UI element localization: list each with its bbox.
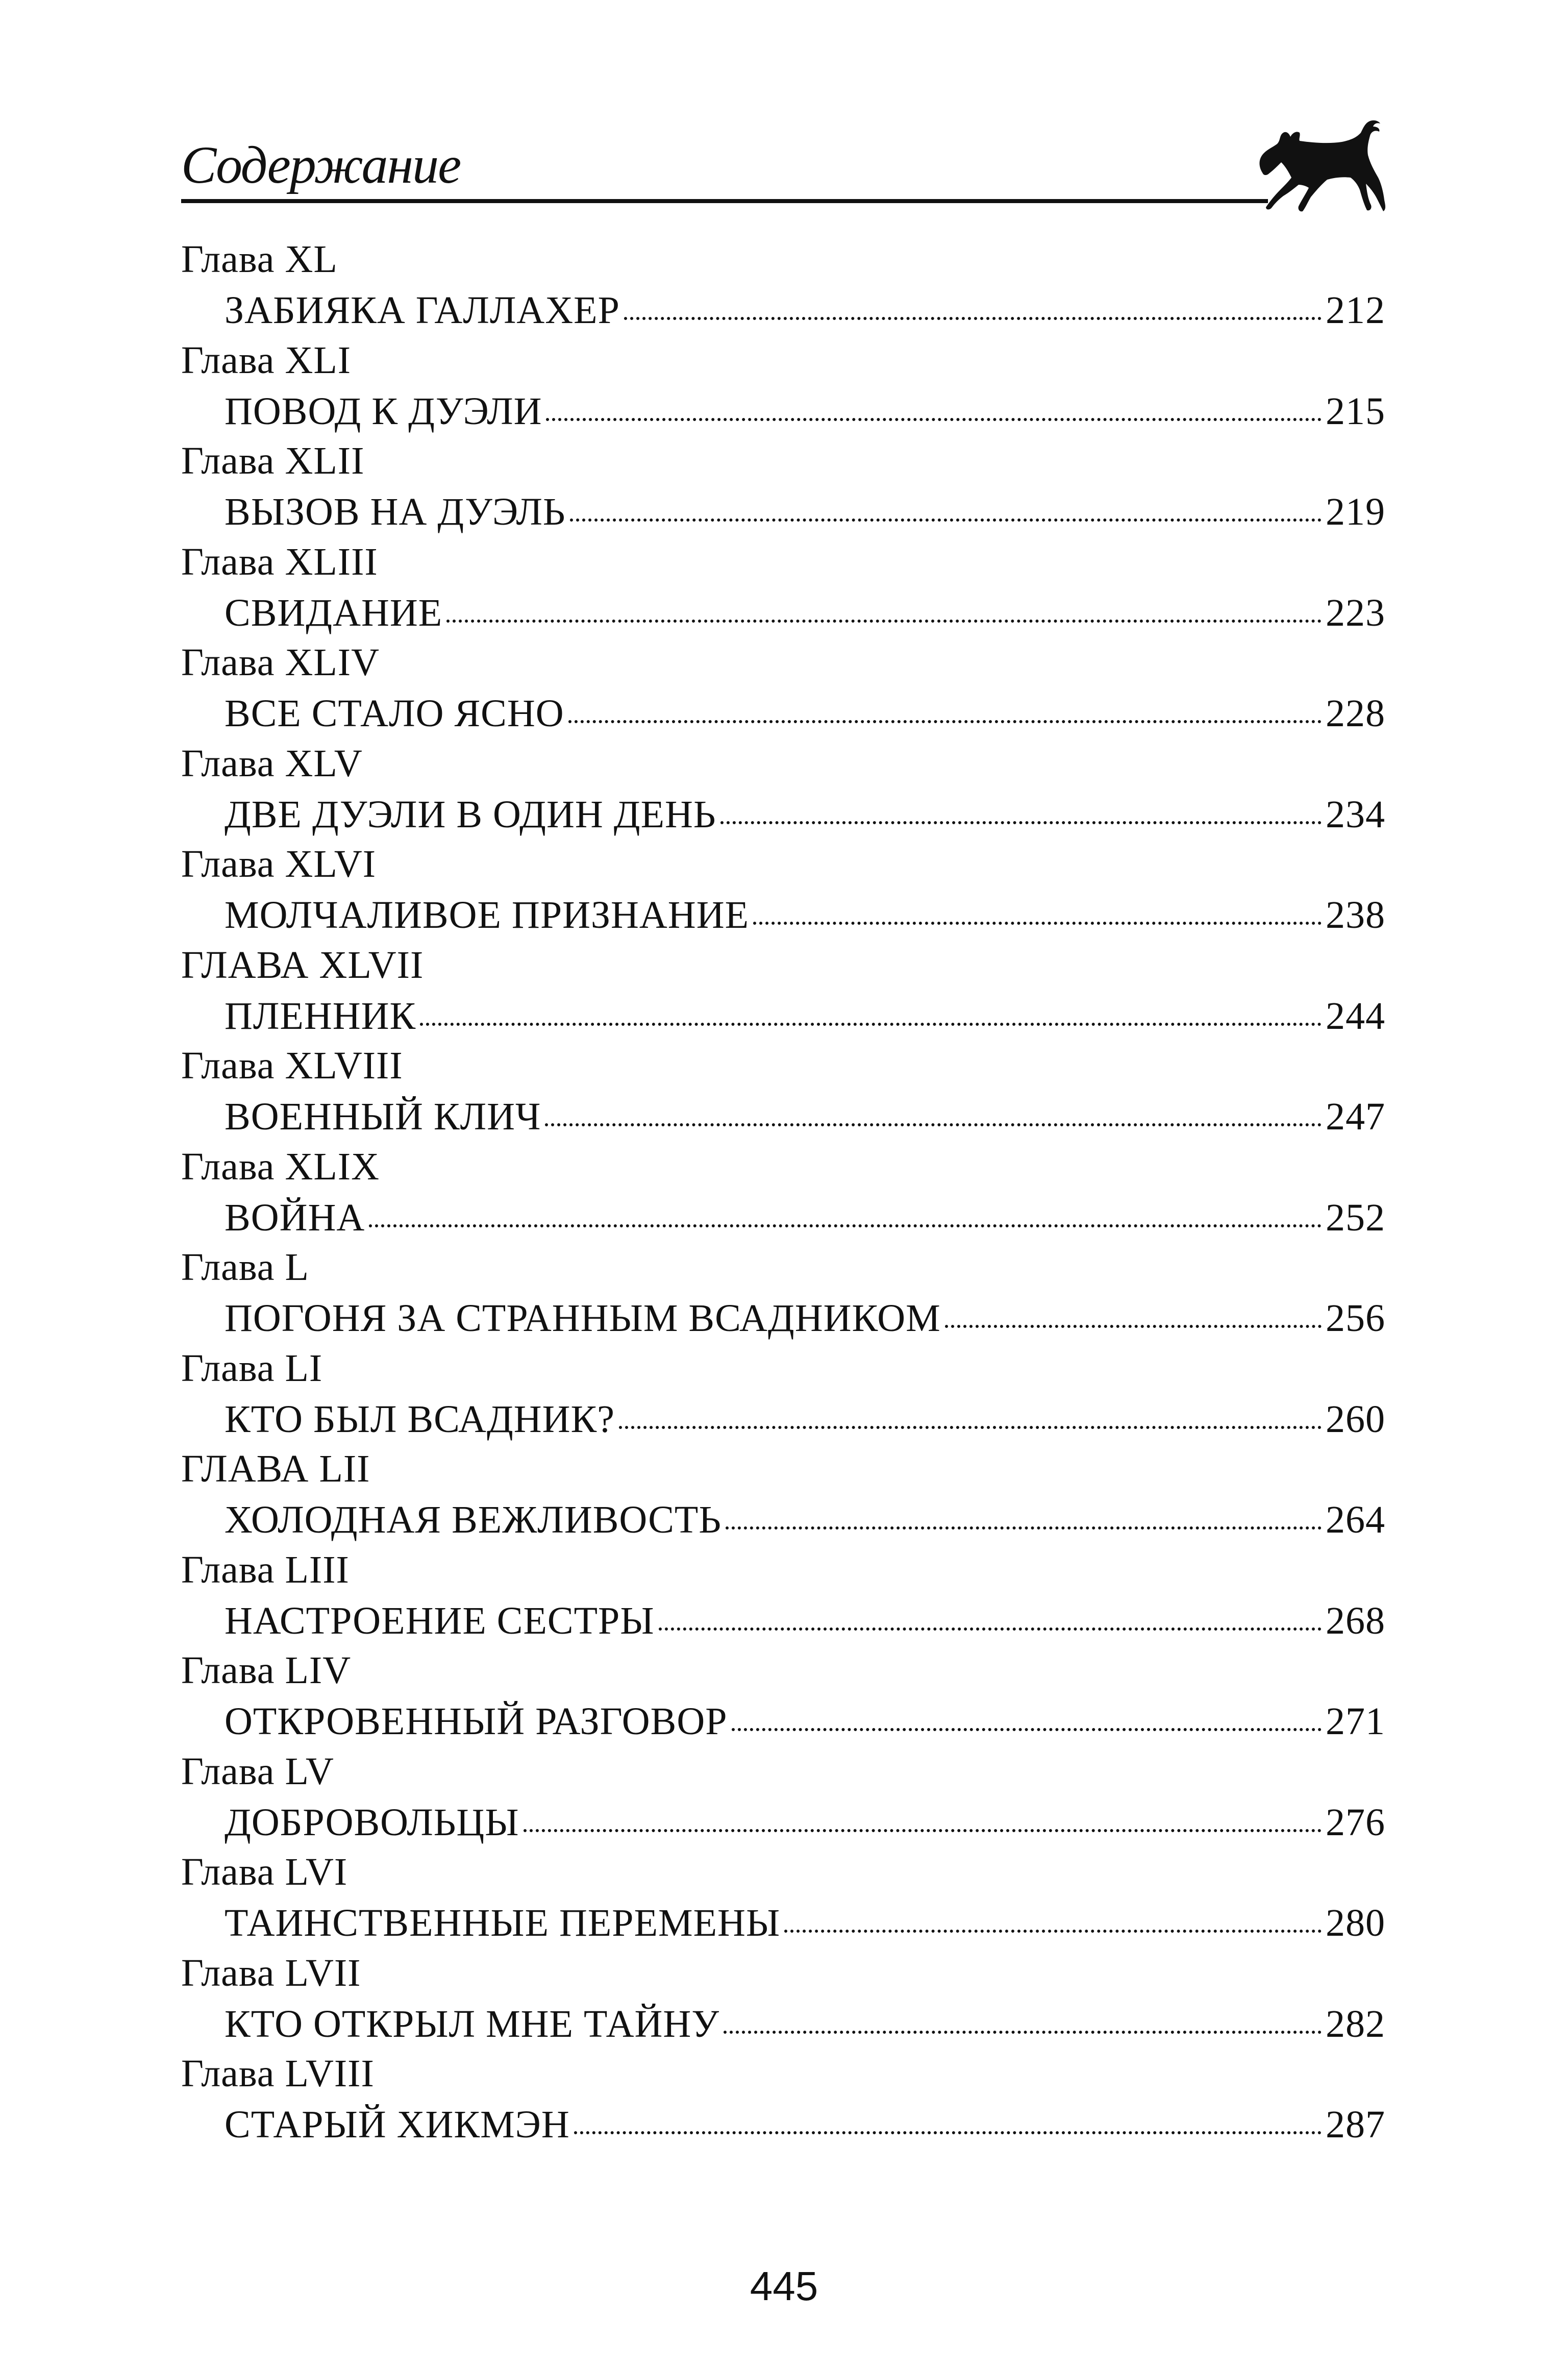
chapter-title-row bbox=[225, 1904, 1385, 1942]
chapter-title-row bbox=[225, 389, 1385, 433]
chapter-page-number: 287 bbox=[1326, 2103, 1385, 2146]
chapter-page-number: 256 bbox=[1326, 1297, 1385, 1340]
chapter-label: Глава LV bbox=[181, 1749, 334, 1793]
chapter-title: ПЛЕННИК bbox=[225, 994, 416, 1038]
toc-entry bbox=[181, 441, 1385, 542]
dot-leader bbox=[446, 620, 1322, 623]
chapter-title: ЗАБИЯКА ГАЛЛАХЕР bbox=[225, 289, 620, 332]
chapter-title-row bbox=[225, 1601, 1385, 1640]
chapter-label: Глава LI bbox=[181, 1346, 323, 1390]
toc-entry bbox=[181, 1346, 1385, 1450]
toc-entry bbox=[181, 744, 1385, 845]
chapter-title: ВЫЗОВ НА ДУЭЛЬ bbox=[225, 490, 566, 533]
chapter-title: ОТКРОВЕННЫЙ РАЗГОВОР bbox=[225, 1700, 728, 1743]
dot-leader bbox=[545, 1123, 1322, 1126]
chapter-page-number: 271 bbox=[1326, 1700, 1385, 1743]
chapter-label: Глава XLIII bbox=[181, 540, 378, 583]
toc-entry bbox=[181, 845, 1385, 946]
toc-entry bbox=[181, 1147, 1385, 1248]
chapter-label: Глава LVII bbox=[181, 1951, 361, 1994]
chapter-title-row bbox=[225, 994, 1385, 1038]
chapter-title: ТАИНСТВЕННЫЕ ПЕРЕМЕНЫ bbox=[225, 1902, 781, 1944]
chapter-label: ГЛАВА XLVII bbox=[181, 943, 424, 986]
chapter-title: СТАРЫЙ ХИКМЭН bbox=[225, 2103, 570, 2146]
page-number: 445 bbox=[750, 2263, 818, 2309]
toc-entry bbox=[181, 338, 1385, 442]
toc-entry bbox=[181, 1248, 1385, 1349]
dot-leader bbox=[724, 2031, 1322, 2034]
toc-entry bbox=[181, 1449, 1385, 1550]
dot-leader bbox=[784, 1930, 1322, 1933]
chapter-title: ПОВОД К ДУЭЛИ bbox=[225, 389, 542, 433]
running-header bbox=[181, 117, 1390, 214]
toc-entry bbox=[181, 1951, 1385, 2055]
chapter-page-number: 260 bbox=[1326, 1397, 1385, 1441]
toc-entry bbox=[181, 1651, 1385, 1752]
dot-leader bbox=[720, 821, 1322, 824]
chapter-title-row bbox=[225, 1299, 1385, 1338]
chapter-label: Глава XLV bbox=[181, 742, 363, 785]
chapter-title: МОЛЧАЛИВОЕ ПРИЗНАНИЕ bbox=[225, 894, 750, 936]
chapter-title-row bbox=[225, 1702, 1385, 1741]
chapter-page-number: 264 bbox=[1326, 1498, 1385, 1541]
toc-entry bbox=[181, 1853, 1385, 1954]
chapter-title-row bbox=[225, 1198, 1385, 1237]
toc-entry bbox=[181, 240, 1385, 341]
dot-leader bbox=[574, 2131, 1322, 2134]
chapter-title-row bbox=[225, 2105, 1385, 2144]
chapter-label: Глава XLI bbox=[181, 338, 352, 382]
dot-leader bbox=[524, 1829, 1322, 1832]
chapter-label: Глава LVI bbox=[181, 1851, 348, 1893]
chapter-page-number: 212 bbox=[1326, 289, 1385, 332]
chapter-title: ВСЕ СТАЛО ЯСНО bbox=[225, 692, 564, 735]
chapter-title: ВОЙНА bbox=[225, 1196, 365, 1239]
toc-entry bbox=[181, 1550, 1385, 1651]
dot-leader bbox=[945, 1325, 1322, 1328]
chapter-title: ХОЛОДНАЯ ВЕЖЛИВОСТЬ bbox=[225, 1498, 721, 1541]
horse-icon bbox=[1253, 117, 1390, 214]
toc-entry bbox=[181, 2054, 1385, 2155]
chapter-title: СВИДАНИЕ bbox=[225, 591, 443, 634]
dot-leader bbox=[420, 1023, 1322, 1026]
chapter-page-number: 244 bbox=[1326, 994, 1385, 1038]
dot-leader bbox=[726, 1526, 1322, 1530]
chapter-label: Глава LIII bbox=[181, 1548, 350, 1591]
header-rule bbox=[181, 199, 1268, 203]
toc-entry bbox=[181, 1749, 1385, 1853]
chapter-title: ВОЕННЫЙ КЛИЧ bbox=[225, 1095, 541, 1138]
chapter-page-number: 282 bbox=[1326, 2002, 1385, 2045]
chapter-page-number: 268 bbox=[1326, 1599, 1385, 1642]
chapter-page-number: 234 bbox=[1326, 793, 1385, 836]
dot-leader bbox=[624, 317, 1322, 320]
chapter-title-row bbox=[225, 1397, 1385, 1441]
chapter-title-row bbox=[225, 591, 1385, 634]
toc-entry bbox=[181, 542, 1385, 644]
dot-leader bbox=[619, 1426, 1322, 1429]
chapter-page-number: 223 bbox=[1326, 591, 1385, 634]
chapter-page-number: 252 bbox=[1326, 1196, 1385, 1239]
header-title: Содержание bbox=[181, 136, 461, 194]
dot-leader bbox=[568, 720, 1322, 723]
dot-leader bbox=[570, 519, 1322, 522]
chapter-title-row bbox=[225, 1800, 1385, 1844]
chapter-title-row bbox=[225, 1500, 1385, 1539]
chapter-title: ДОБРОВОЛЬЦЫ bbox=[225, 1800, 519, 1844]
chapter-label: Глава XL bbox=[181, 238, 338, 281]
chapter-title: ДВЕ ДУЭЛИ В ОДИН ДЕНЬ bbox=[225, 793, 716, 836]
dot-leader bbox=[369, 1224, 1322, 1227]
chapter-page-number: 276 bbox=[1326, 1800, 1385, 1844]
toc-entry bbox=[181, 1046, 1385, 1147]
dot-leader bbox=[732, 1728, 1322, 1731]
table-of-contents bbox=[181, 240, 1385, 2155]
chapter-title-row bbox=[225, 291, 1385, 330]
chapter-label: Глава XLIX bbox=[181, 1145, 380, 1188]
chapter-label: ГЛАВА LII bbox=[181, 1447, 370, 1490]
chapter-page-number: 238 bbox=[1326, 894, 1385, 936]
chapter-title: ПОГОНЯ ЗА СТРАННЫМ ВСАДНИКОМ bbox=[225, 1297, 941, 1340]
chapter-label: Глава XLVIII bbox=[181, 1044, 403, 1087]
chapter-title-row bbox=[225, 2002, 1385, 2045]
chapter-label: Глава XLII bbox=[181, 439, 365, 482]
chapter-title: НАСТРОЕНИЕ СЕСТРЫ bbox=[225, 1599, 655, 1642]
chapter-title: КТО ОТКРЫЛ МНЕ ТАЙНУ bbox=[225, 2002, 720, 2045]
chapter-label: Глава LIV bbox=[181, 1649, 352, 1692]
chapter-label: Глава XLVI bbox=[181, 843, 377, 885]
chapter-page-number: 219 bbox=[1326, 490, 1385, 533]
chapter-page-number: 228 bbox=[1326, 692, 1385, 735]
chapter-page-number: 215 bbox=[1326, 389, 1385, 433]
chapter-title: КТО БЫЛ ВСАДНИК? bbox=[225, 1397, 615, 1441]
chapter-title-row bbox=[225, 492, 1385, 531]
chapter-label: Глава LVIII bbox=[181, 2052, 375, 2095]
dot-leader bbox=[753, 922, 1322, 925]
toc-entry bbox=[181, 943, 1385, 1047]
toc-entry bbox=[181, 643, 1385, 744]
chapter-title-row bbox=[225, 1097, 1385, 1136]
chapter-page-number: 247 bbox=[1326, 1095, 1385, 1138]
dot-leader bbox=[546, 418, 1322, 421]
dot-leader bbox=[659, 1627, 1322, 1631]
chapter-title-row bbox=[225, 896, 1385, 934]
chapter-page-number: 280 bbox=[1326, 1902, 1385, 1944]
chapter-label: Глава XLIV bbox=[181, 641, 380, 684]
chapter-title-row bbox=[225, 795, 1385, 834]
chapter-title-row bbox=[225, 694, 1385, 733]
chapter-label: Глава L bbox=[181, 1246, 309, 1289]
